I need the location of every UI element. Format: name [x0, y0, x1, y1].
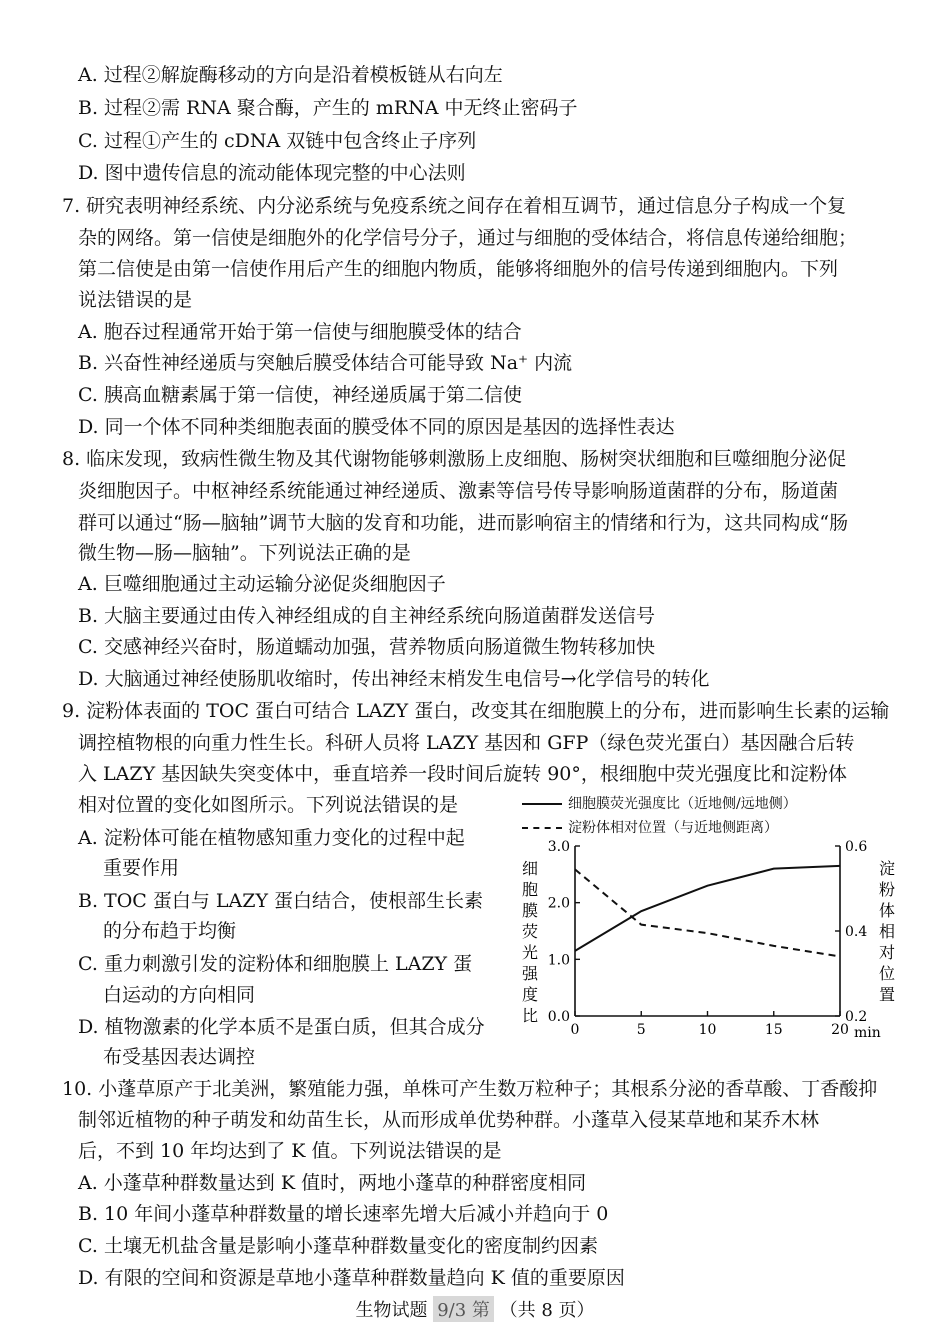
q7-stem-line-2: 杂的网络。第一信使是细胞外的化学信号分子，通过与细胞的受体结合，将信息传递给细胞； [78, 227, 858, 249]
x-tick-label: 20 [831, 1022, 849, 1038]
q7-stem-line-1: 7. 研究表明神经系统、内分泌系统与免疫系统之间存在着相互调节，通过信息分子构成一个复 [62, 195, 847, 217]
q9-option-d-line-2: 布受基因表达调控 [103, 1046, 256, 1068]
q8-option-c: C. 交感神经兴奋时，肠道蠕动加强，营养物质向肠道微生物转移加快 [78, 636, 655, 658]
q8-stem-line-3: 群可以通过“肠—脑轴”调节大脑的发育和功能，进而影响宿主的情绪和行为，这共同构成“肠 [78, 512, 849, 534]
left-axis-title-char: 胞 [521, 880, 539, 899]
left-axis-title-char: 细 [521, 859, 539, 878]
x-tick-label: 15 [764, 1022, 783, 1038]
dual-axis-line-chart [510, 838, 920, 1053]
q9-stem-line-1: 9. 淀粉体表面的 TOC 蛋白可结合 LAZY 蛋白，改变其在细胞膜上的分布，进而影响生长素的运输 [62, 700, 890, 722]
x-tick-label: 10 [698, 1022, 717, 1038]
right-axis-title-char: 相 [878, 922, 896, 941]
left-axis-title-char: 荧 [521, 922, 539, 941]
right-axis-title-char: 淀 [878, 859, 896, 878]
starch-position-series-line [575, 869, 840, 956]
left-tick-label: 2.0 [547, 895, 570, 912]
q8-option-a: A. 巨噬细胞通过主动运输分泌促炎细胞因子 [78, 573, 446, 595]
q7-option-d: D. 同一个体不同种类细胞表面的膜受体不同的原因是基因的选择性表达 [78, 416, 675, 438]
x-unit-label: min [854, 1025, 881, 1041]
q8-stem-line-2: 炎细胞因子。中枢神经系统能通过神经递质、激素等信号传导影响肠道菌群的分布，肠道菌 [78, 480, 839, 502]
legend-solid-label: 细胞膜荧光强度比（近地侧/远地侧） [568, 796, 797, 812]
right-axis-title-char: 对 [878, 943, 896, 962]
x-tick-label: 5 [636, 1022, 646, 1038]
q10-option-b: B. 10 年间小蓬草种群数量的增长速率先增大后减小并趋向于 0 [78, 1203, 609, 1225]
left-axis-title-char: 膜 [521, 901, 539, 920]
q9-option-c-line-2: 白运动的方向相同 [103, 984, 256, 1006]
right-tick-label: 0.4 [845, 924, 868, 940]
q10-option-a: A. 小蓬草种群数量达到 K 值时，两地小蓬草的种群密度相同 [78, 1172, 587, 1194]
q7-option-b: B. 兴奋性神经递质与突触后膜受体结合可能导致 Na⁺ 内流 [78, 352, 573, 374]
q8-option-d: D. 大脑通过神经使肠肌收缩时，传出神经末梢发生电信号→化学信号的转化 [78, 668, 710, 690]
left-tick-label: 3.0 [547, 839, 570, 855]
right-axis-title-char: 位 [878, 964, 896, 983]
page-footer [0, 1296, 950, 1322]
legend-dashed-label: 淀粉体相对位置（与近地侧距离） [568, 820, 778, 836]
q10-option-d: D. 有限的空间和资源是草地小蓬草种群数量趋向 K 值的重要原因 [78, 1267, 625, 1289]
q9-option-c-line-1: C. 重力刺激引发的淀粉体和细胞膜上 LAZY 蛋 [78, 953, 473, 975]
footer-subject: 生物试题 [355, 1300, 428, 1321]
q8-option-b: B. 大脑主要通过由传入神经组成的自主神经系统向肠道菌群发送信号 [78, 605, 656, 627]
q6-option-b: B. 过程②需 RNA 聚合酶，产生的 mRNA 中无终止密码子 [78, 97, 578, 119]
q7-option-c: C. 胰高血糖素属于第一信使，神经递质属于第二信使 [78, 384, 522, 406]
q9-option-d-line-1: D. 植物激素的化学本质不是蛋白质，但其合成分 [78, 1016, 485, 1038]
q10-stem-line-1: 10. 小蓬草原产于北美洲，繁殖能力强，单株可产生数万粒种子；其根系分泌的香草酸、丁香酸抑 [62, 1078, 878, 1100]
x-tick-label: 0 [570, 1022, 580, 1038]
q9-option-a-line-1: A. 淀粉体可能在植物感知重力变化的过程中起 [78, 827, 465, 849]
right-tick-label: 0.2 [845, 1009, 868, 1025]
q6-option-c: C. 过程①产生的 cDNA 双链中包含终止子序列 [78, 130, 477, 152]
right-axis-title-char: 粉 [878, 880, 896, 899]
left-tick-label: 0.0 [547, 1009, 570, 1025]
q8-stem-line-1: 8. 临床发现，致病性微生物及其代谢物能够刺激肠上皮细胞、肠树突状细胞和巨噬细胞分泌促 [62, 448, 847, 470]
right-axis-title-char: 置 [878, 985, 896, 1004]
footer-total-pages: （共 8 页） [499, 1300, 595, 1321]
left-tick-label: 1.0 [547, 952, 570, 969]
q10-stem-line-2: 制邻近植物的种子萌发和幼苗生长，从而形成单优势种群。小蓬草入侵某草地和某乔木林 [78, 1109, 820, 1131]
q7-option-a: A. 胞吞过程通常开始于第一信使与细胞膜受体的结合 [78, 321, 522, 343]
right-tick-label: 0.6 [845, 839, 868, 855]
q10-option-c: C. 土壤无机盐含量是影响小蓬草种群数量变化的密度制约因素 [78, 1235, 598, 1257]
q9-stem-line-3: 入 LAZY 基因缺失突变体中，垂直培养一段时间后旋转 90°，根细胞中荧光强度比和淀粉体 [78, 763, 847, 785]
footer-page-number: 9/3 第 [433, 1296, 494, 1322]
left-axis-title-char: 强 [521, 964, 539, 983]
left-axis-title-char: 度 [521, 985, 539, 1004]
q7-stem-line-3: 第二信使是由第一信使作用后产生的细胞内物质，能够将细胞外的信号传递到细胞内。下列 [78, 258, 839, 280]
right-axis-title-char: 体 [878, 901, 896, 920]
chart-legend-dashed [522, 818, 778, 838]
fluorescence-ratio-series-line [575, 866, 840, 951]
q9-stem-line-2: 调控植物根的向重力性生长。科研人员将 LAZY 基因和 GFP（绿色荧光蛋白）基因融合后转 [78, 732, 855, 754]
left-axis-title-char: 光 [521, 943, 539, 962]
q8-stem-line-4: 微生物—肠—脑轴”。下列说法正确的是 [78, 542, 411, 564]
q6-option-a: A. 过程②解旋酶移动的方向是沿着模板链从右向左 [78, 64, 503, 86]
q9-option-b-line-2: 的分布趋于均衡 [103, 920, 237, 942]
left-axis-title-char: 比 [521, 1006, 539, 1025]
q6-option-d: D. 图中遗传信息的流动能体现完整的中心法则 [78, 162, 466, 184]
q7-stem-line-4: 说法错误的是 [78, 289, 193, 311]
chart-legend-solid [522, 794, 797, 814]
q9-option-a-line-2: 重要作用 [103, 857, 180, 879]
q9-stem-line-4: 相对位置的变化如图所示。下列说法错误的是 [78, 794, 459, 816]
q9-option-b-line-1: B. TOC 蛋白与 LAZY 蛋白结合，使根部生长素 [78, 890, 484, 912]
q10-stem-line-3: 后，不到 10 年均达到了 K 值。下列说法错误的是 [78, 1140, 502, 1162]
